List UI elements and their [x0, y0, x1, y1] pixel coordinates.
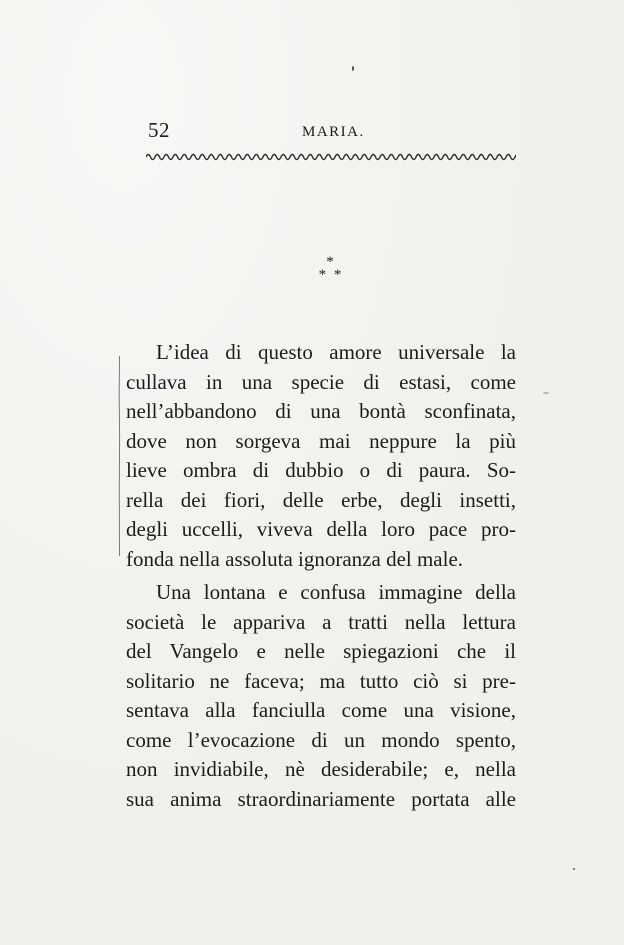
- text-line: solitario ne faceva; ma tutto ciò si pre-: [126, 668, 516, 693]
- paragraph-1: [126, 338, 516, 574]
- margin-pencil-mark: [118, 356, 121, 556]
- asterism-top: *: [326, 254, 334, 270]
- page-number: 52: [148, 118, 170, 142]
- asterism-bottom: * *: [318, 267, 342, 283]
- text-line: non invidiabile, nè desiderabile; e, nella: [126, 757, 516, 781]
- paper-speck: [543, 392, 549, 394]
- page-header: [148, 118, 518, 142]
- text-line: cullava in una specie di estasi, come: [126, 369, 516, 394]
- text-line: fonda nella assoluta ignoranza del male.: [126, 546, 464, 571]
- text-line: sua anima straordinariamente portata alle: [126, 786, 516, 811]
- text-line: Una lontana e confusa immagine della: [156, 580, 516, 604]
- running-title: MARIA.: [302, 124, 365, 140]
- text-line: società le appariva a tratti nella lettura: [126, 609, 516, 634]
- body-text: [126, 338, 516, 814]
- section-break-asterism: [310, 256, 350, 290]
- text-line: rella dei fiori, delle erbe, degli insetti,: [126, 487, 516, 512]
- text-line: degli uccelli, viveva della loro pace pro-: [126, 517, 516, 541]
- paper-speck: [352, 66, 354, 71]
- paper-speck: [573, 868, 575, 870]
- text-line: come l’evocazione di un mondo spento,: [126, 727, 516, 752]
- text-line: del Vangelo e nelle spiegazioni che il: [126, 639, 516, 663]
- text-line: lieve ombra di dubbio o di paura. So-: [126, 458, 516, 482]
- text-line: sentava alla fanciulla come una visione,: [126, 698, 516, 722]
- paragraph-2: [126, 578, 516, 814]
- text-line: L’idea di questo amore universale la: [156, 340, 516, 364]
- ornamental-rule: [146, 150, 516, 164]
- text-line: nell’abbandono di una bontà sconfinata,: [126, 399, 516, 423]
- text-line: dove non sorgeva mai neppure la più: [126, 428, 516, 453]
